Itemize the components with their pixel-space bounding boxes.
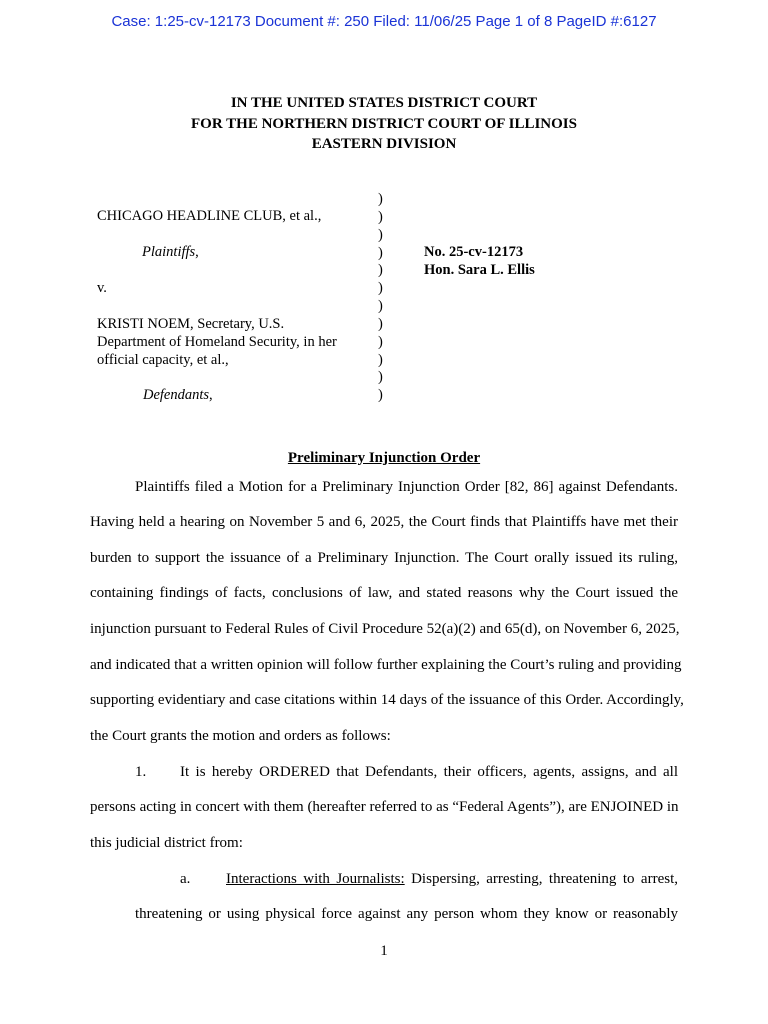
body-line: and indicated that a written opinion will follow further explaining the Court’s ruling and providing [90,657,682,673]
defendants-role: Defendants, [143,387,213,403]
versus-label: v. [97,280,107,296]
subitem-line: threatening or using physical force against any person whom they know or reasonably [135,906,678,922]
defendant-line-3: official capacity, et al., [97,352,229,368]
body-line: Plaintiffs filed a Motion for a Preliminary Injunction Order [82, 86] against Defendants. [135,479,678,495]
body-line: injunction pursuant to Federal Rules of Civil Procedure 52(a)(2) and 65(d), on November 6, 2025, [90,621,680,637]
court-header-line-1: IN THE UNITED STATES DISTRICT COURT [230,95,538,111]
order-title: Preliminary Injunction Order [287,450,481,466]
plaintiff-name: CHICAGO HEADLINE CLUB, et al., [97,208,322,224]
defendant-line-1: KRISTI NOEM, Secretary, U.S. [97,316,285,332]
court-header [0,93,768,155]
judge-name: Hon. Sara L. Ellis [424,262,535,278]
court-header-line-2: FOR THE NORTHERN DISTRICT COURT OF ILLINOIS [191,115,577,132]
subitem-line: Interactions with Journalists: Dispersing, arresting, threatening to arrest, [226,871,678,887]
item-line: persons acting in concert with them (hereafter referred to as “Federal Agents”), are ENJOINED in [90,799,679,815]
case-number: No. 25-cv-12173 [424,244,524,260]
item-number: 1. [135,764,147,780]
item-line: It is hereby ORDERED that Defendants, their officers, agents, assigns, and all [180,764,678,780]
item-line: this judicial district from: [90,835,243,851]
page-number: 1 [380,943,388,959]
caption-paren-column: ) ) ) ) ) ) ) ) ) ) ) ) [378,191,383,404]
body-line: burden to support the issuance of a Preliminary Injunction. The Court orally issued its ruling, [90,550,678,566]
body-line: the Court grants the motion and orders as follows: [90,728,391,744]
plaintiffs-role: Plaintiffs, [142,244,199,260]
body-line: containing findings of facts, conclusions of law, and stated reasons why the Court issued the [90,585,678,601]
body-line: supporting evidentiary and case citations within 14 days of the issuance of this Order. Accordingly, [90,692,684,708]
subitem-heading: Interactions with Journalists: [226,871,405,887]
subitem-letter: a. [180,871,191,887]
ecf-filing-stamp: Case: 1:25-cv-12173 Document #: 250 Filed: 11/06/25 Page 1 of 8 PageID #:6127 [111,13,657,30]
defendant-line-2: Department of Homeland Security, in her [97,334,337,350]
body-line: Having held a hearing on November 5 and 6, 2025, the Court finds that Plaintiffs have met their [90,514,678,530]
court-header-line-3: EASTERN DIVISION [311,136,457,152]
